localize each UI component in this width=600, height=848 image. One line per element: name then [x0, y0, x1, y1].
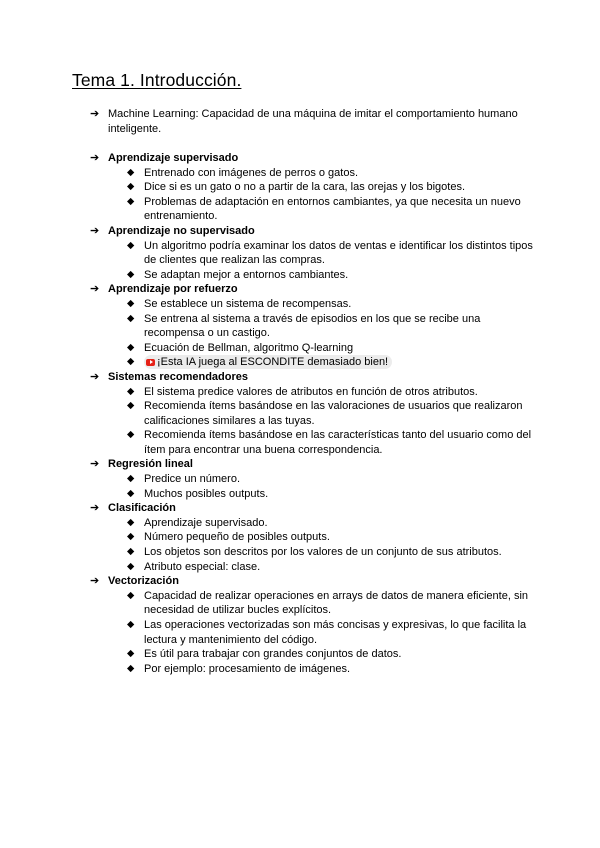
arrow-bullet-icon: ➔ — [90, 370, 100, 383]
youtube-icon — [146, 359, 155, 366]
diamond-bullet-icon: ◆ — [127, 268, 135, 280]
list-item — [90, 341, 540, 356]
diamond-bullet-icon: ◆ — [127, 356, 135, 368]
section-heading — [90, 501, 540, 516]
list-item — [90, 385, 540, 400]
list-item-text: Recomienda ítems basándose en las características tanto del usuario como del ítem para encontrar una buena correspondencia. — [144, 429, 532, 456]
list-item — [90, 399, 540, 428]
intro-item — [90, 107, 548, 137]
list-item-text: Atributo especial: clase. — [144, 560, 261, 573]
diamond-bullet-icon: ◆ — [127, 560, 135, 572]
diamond-bullet-icon: ◆ — [127, 385, 135, 397]
youtube-link-text[interactable]: ¡Esta IA juega al ESCONDITE demasiado bien! — [157, 356, 389, 369]
section-title: Regresión lineal — [108, 458, 193, 471]
list-item — [90, 618, 540, 647]
diamond-bullet-icon: ◆ — [127, 662, 135, 674]
diamond-bullet-icon: ◆ — [127, 589, 135, 601]
youtube-link-chip[interactable] — [144, 355, 392, 369]
list-item-text: Capacidad de realizar operaciones en arrays de datos de manera eficiente, sin necesidad de utilizar bucles explícitos. — [144, 589, 529, 617]
list-item-text: Un algoritmo podría examinar los datos de ventas e identificar los distintos tipos de clientes que realizan las compras. — [144, 239, 533, 267]
page-title: Tema 1. Introducción. — [72, 70, 242, 90]
list-item-text: Número pequeño de posibles outputs. — [144, 531, 330, 544]
diamond-bullet-icon: ◆ — [127, 181, 135, 193]
list-item-text: Aprendizaje supervisado. — [144, 516, 268, 529]
section-title: Aprendizaje no supervisado — [108, 224, 255, 237]
section-heading — [90, 282, 540, 297]
list-item — [90, 545, 540, 560]
list-item-text: Se adaptan mejor a entornos cambiantes. — [144, 268, 349, 281]
diamond-bullet-icon: ◆ — [127, 312, 135, 324]
list-item-text: Recomienda ítems basándose en las valoraciones de usuarios que realizaron calificaciones similares a las tuyas. — [144, 400, 523, 427]
diamond-bullet-icon: ◆ — [127, 487, 135, 499]
arrow-bullet-icon: ➔ — [90, 224, 100, 237]
list-item — [90, 530, 540, 545]
diamond-bullet-icon: ◆ — [127, 619, 135, 630]
list-item — [90, 662, 540, 677]
arrow-bullet-icon: ➔ — [90, 502, 100, 515]
list-item — [90, 472, 540, 487]
arrow-bullet-icon: ➔ — [90, 108, 100, 120]
arrow-bullet-icon: ➔ — [90, 458, 100, 471]
list-item — [90, 428, 540, 457]
list-item — [90, 487, 540, 502]
diamond-bullet-icon: ◆ — [127, 195, 135, 207]
list-item — [90, 560, 540, 575]
list-item-text: Dice si es un gato o no a partir de la cara, las orejas y los bigotes. — [144, 181, 466, 194]
list-item — [90, 180, 540, 195]
list-item-text: Se entrena al sistema a través de episodios en los que se recibe una recompensa o un castigo. — [144, 312, 481, 340]
list-item-text: Los objetos son descritos por los valores de un conjunto de sus atributos. — [144, 546, 502, 559]
intro-text: Machine Learning: Capacidad de una máquina de imitar el comportamiento humano inteligente. — [108, 108, 518, 135]
diamond-bullet-icon: ◆ — [127, 546, 135, 558]
diamond-bullet-icon: ◆ — [127, 429, 135, 441]
arrow-bullet-icon: ➔ — [90, 283, 100, 296]
list-item-text: El sistema predice valores de atributos en función de otros atributos. — [144, 385, 478, 398]
list-item — [90, 312, 540, 341]
arrow-bullet-icon: ➔ — [90, 575, 100, 588]
section-heading — [90, 457, 540, 472]
section-heading — [90, 224, 540, 239]
diamond-bullet-icon: ◆ — [127, 648, 135, 660]
diamond-bullet-icon: ◆ — [127, 239, 135, 251]
list-item — [90, 589, 540, 618]
arrow-bullet-icon: ➔ — [90, 152, 100, 164]
diamond-bullet-icon: ◆ — [127, 473, 135, 485]
list-item — [90, 239, 540, 268]
list-item — [90, 297, 540, 312]
list-item-text: Muchos posibles outputs. — [144, 487, 269, 500]
section-title: Sistemas recomendadores — [108, 370, 249, 383]
list-item-text: Las operaciones vectorizadas son más concisas y expresivas, lo que facilita la lectura y mantenimiento del código. — [144, 619, 527, 646]
section-title: Aprendizaje supervisado — [108, 152, 239, 164]
section-list — [90, 151, 540, 676]
list-item-text: Se establece un sistema de recompensas. — [144, 297, 352, 310]
list-item — [90, 195, 540, 224]
list-item — [90, 516, 540, 531]
list-item — [90, 166, 540, 181]
list-item-text: Es útil para trabajar con grandes conjuntos de datos. — [144, 648, 402, 661]
list-item-text: Entrenado con imágenes de perros o gatos. — [144, 166, 359, 179]
diamond-bullet-icon: ◆ — [127, 166, 135, 178]
section-title: Aprendizaje por refuerzo — [108, 283, 238, 296]
list-item — [90, 268, 540, 283]
diamond-bullet-icon: ◆ — [127, 297, 135, 309]
list-item — [90, 355, 540, 370]
diamond-bullet-icon: ◆ — [127, 400, 135, 412]
list-item — [90, 647, 540, 662]
diamond-bullet-icon: ◆ — [127, 341, 135, 353]
diamond-bullet-icon: ◆ — [127, 516, 135, 528]
section-title: Vectorización — [108, 575, 179, 588]
list-item-text: Predice un número. — [144, 473, 240, 486]
section-heading — [90, 574, 540, 589]
diamond-bullet-icon: ◆ — [127, 531, 135, 543]
list-item-text: Problemas de adaptación en entornos cambiantes, ya que necesita un nuevo entrenamiento. — [144, 195, 521, 223]
list-item-text: Por ejemplo: procesamiento de imágenes. — [144, 662, 351, 675]
section-title: Clasificación — [108, 502, 176, 515]
section-heading — [90, 151, 540, 166]
section-heading — [90, 370, 540, 385]
list-item-text: Ecuación de Bellman, algoritmo Q-learning — [144, 341, 354, 354]
